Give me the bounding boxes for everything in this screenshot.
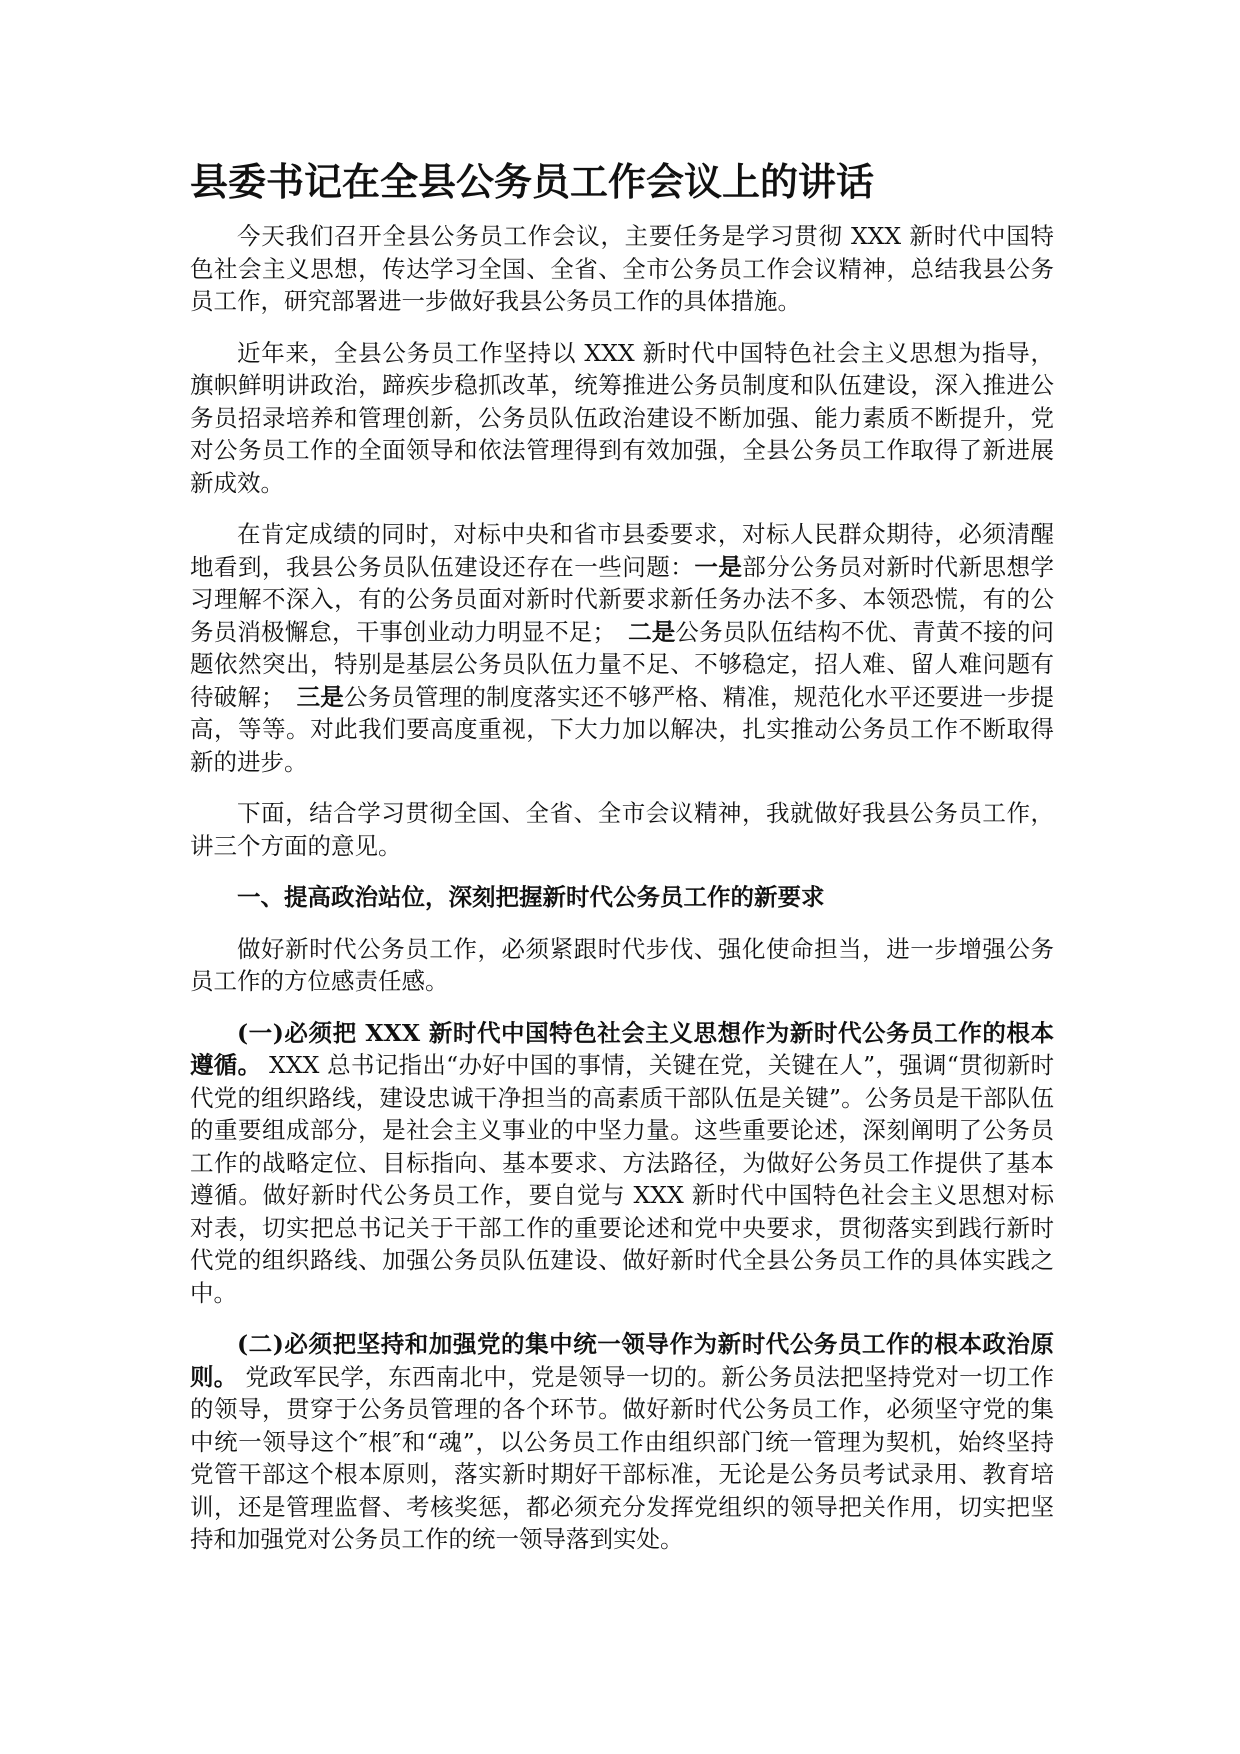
paragraph-intro: 今天我们召开全县公务员工作会议，主要任务是学习贯彻 XXX 新时代中国特色社会主义思想，传达学习全国、全省、全市公务员工作会议精神，总结我县公务员工作，研究部署进一步做好我县公务员工作的具体措施。 (190, 222, 1054, 315)
subsection-2-text: 党政军民学，东西南北中，党是领导一切的。新公务员法把坚持党对一切工作的领导，贯穿于公务员管理的各个环节。做好新时代公务员工作，必须坚守党的集中统一领导这个″根″和“魂”，以公务员工作由组织部门统一管理为契机，始终坚持党管干部这个根本原则，落实新时期好干部标准，无论是公务员考试录用、教育培训，还是管理监督、考核奖惩，都必须充分发挥党组织的领导把关作用，切实把坚持和加强党对公务员工作的统一领导落到实处。 (190, 1362, 1054, 1553)
paragraph-subsection-1 (190, 1017, 1054, 1310)
paragraph-achievements: 近年来，全县公务员工作坚持以 XXX 新时代中国特色社会主义思想为指导，旗帜鲜明讲政治，蹄疾步稳抓改革，统筹推进公务员制度和队伍建设，深入推进公务员招录培养和管理创新，公务员队伍政治建设不断加强、能力素质不断提升，党对公务员工作的全面领导和依法管理得到有效加强，全县公务员工作取得了新进展新成效。 (190, 338, 1054, 497)
subsection-1-text: XXX 总书记指出“办好中国的事情，关键在党，关键在人”，强调“贯彻新时代党的组织路线，建设忠诚干净担当的高素质干部队伍是关键”。公务员是干部队伍的重要组成部分，是社会主义事业的中坚力量。这些重要论述，深刻阐明了公务员工作的战略定位、目标指向、基本要求、方法路径，为做好公务员工作提供了基本遵循。做好新时代公务员工作，要自觉与 XXX 新时代中国特色社会主义思想对标对表，切实把总书记关于干部工作的重要论述和党中央要求，贯彻落实到践行新时代党的组织路线、加强公务员队伍建设、做好新时代全县公务员工作的具体实践之中。 (190, 1051, 1055, 1307)
problem-text-2: 公务员队伍结构不优、青黄不接的问题依然突出，特别是基层公务员队伍力量不足、不够稳定，招人难、留人难问题有待破解； (190, 617, 1055, 711)
paragraph-section-1-intro: 做好新时代公务员工作，必须紧跟时代步伐、强化使命担当，进一步增强公务员工作的方位感责任感。 (190, 934, 1054, 995)
paragraph-subsection-2 (190, 1328, 1054, 1556)
problems-intro: 在肯定成绩的同时，对标中央和省市县委要求，对标人民群众期待，必须清醒地看到，我县公务员队伍建设还存在一些问题： (190, 520, 1054, 581)
paragraph-problems (190, 518, 1054, 778)
problem-text-3: 公务员管理的制度落实还不够严格、精准，规范化水平还要进一步提高，等等。对此我们要高度重视，下大力加以解决，扎实推动公务员工作不断取得新的进步。 (190, 682, 1055, 776)
section-heading-1: 一、提高政治站位，深刻把握新时代公务员工作的新要求 (237, 883, 825, 911)
problem-text-1: 部分公务员对新时代新思想学习理解不深入，有的公务员面对新时代新要求新任务办法不多、本领恐慌，有的公务员消极懈怠，干事创业动力明显不足； (190, 552, 1055, 646)
document-title: 县委书记在全县公务员工作会议上的讲话 (190, 160, 875, 204)
subsection-1-lead: (一)必须把 XXX 新时代中国特色社会主义思想作为新时代公务员工作的根本遵循。 (190, 1018, 1054, 1079)
document-page (190, 158, 1054, 1575)
problem-label-3: 三是 (296, 682, 344, 711)
problem-label-1: 一是 (694, 552, 743, 581)
problem-label-2: 二是 (628, 617, 676, 646)
subsection-2-lead: (二)必须把坚持和加强党的集中统一领导作为新时代公务员工作的根本政治原则。 (190, 1330, 1054, 1391)
paragraph-transition: 下面，结合学习贯彻全国、全省、全市会议精神，我就做好我县公务员工作，讲三个方面的意见。 (190, 799, 1054, 860)
